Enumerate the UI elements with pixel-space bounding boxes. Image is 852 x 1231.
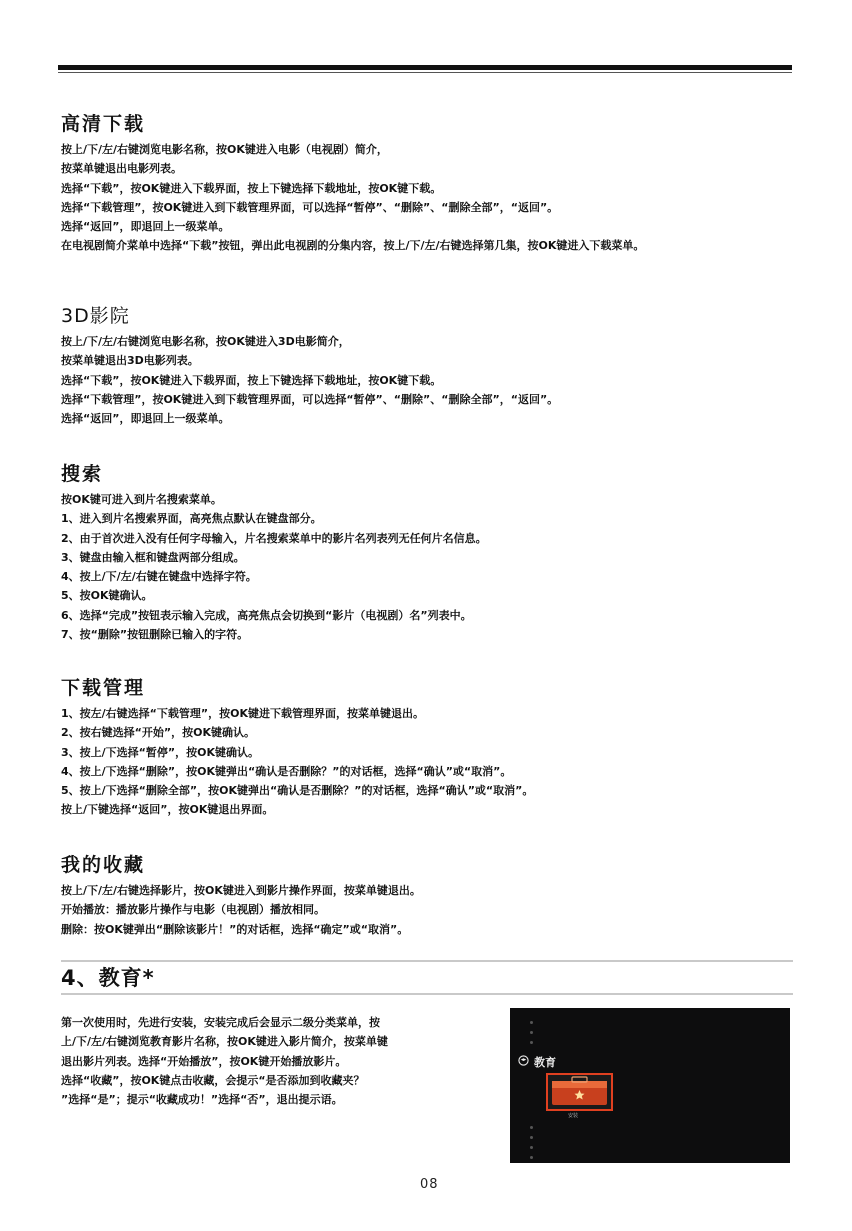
text-line: 上/下/左/右键浏览教育影片名称，按OK键进入影片简介，按菜单键 bbox=[61, 1035, 388, 1049]
text-line: 按上/下键选择“返回”，按OK键退出界面。 bbox=[61, 803, 274, 817]
text-line: 按上/下/左/右键浏览电影名称，按OK键进入3D电影简介， bbox=[61, 335, 350, 348]
text-line: 选择“下载管理”，按OK键进入到下载管理界面，可以选择“暂停”、“删除”、“删除全部”，“返回”。 bbox=[61, 200, 559, 214]
text-line: 选择“收藏”，按OK键点击收藏，会提示“是否添加到收藏夹？ bbox=[61, 1073, 365, 1087]
education-text bbox=[61, 1013, 481, 1109]
education-rule-bottom bbox=[61, 993, 793, 995]
section-3d-cinema bbox=[61, 304, 796, 428]
text-line: 选择“返回”，即退回上一级菜单。 bbox=[61, 412, 230, 426]
section-title: 搜索 bbox=[61, 463, 104, 485]
text-line: 1、按左/右键选择“下载管理”，按OK键进下载管理界面，按菜单键退出。 bbox=[61, 707, 425, 720]
section-title: 下载管理 bbox=[61, 677, 146, 699]
section-title: 3D影院 bbox=[61, 305, 130, 327]
text-line: 7、按“删除”按钮删除已输入的字符。 bbox=[61, 628, 249, 642]
text-line: 退出影片列表。选择“开始播放”，按OK键开始播放影片。 bbox=[61, 1054, 347, 1068]
menu-dot bbox=[530, 1156, 533, 1159]
text-line: 开始播放：播放影片操作与电影（电视剧）播放相同。 bbox=[61, 903, 325, 917]
text-line: ”选择“是”；提示“收藏成功！”选择“否”，退出提示语。 bbox=[61, 1093, 343, 1107]
section-title: 高清下载 bbox=[61, 113, 146, 135]
text-line: 按菜单键退出电影列表。 bbox=[61, 162, 182, 176]
menu-dot bbox=[530, 1031, 533, 1034]
page-number: 08 bbox=[420, 1177, 439, 1192]
text-line: 第一次使用时，先进行安装，安装完成后会显示二级分类菜单，按 bbox=[61, 1016, 380, 1029]
text-line: 按上/下/左/右键选择影片，按OK键进入到影片操作界面，按菜单键退出。 bbox=[61, 884, 421, 897]
text-line: 删除：按OK键弹出“删除该影片！”的对话框，选择“确定”或“取消”。 bbox=[61, 922, 409, 936]
install-tile-label: 安装 bbox=[568, 1113, 579, 1119]
text-line: 选择“下载”，按OK键进入下载界面，按上下键选择下载地址，按OK键下载。 bbox=[61, 181, 442, 195]
section-my-favorites bbox=[61, 853, 796, 939]
menu-dot bbox=[530, 1041, 533, 1044]
top-rule bbox=[58, 65, 792, 70]
text-line: 5、按上/下选择“删除全部”，按OK键弹出“确认是否删除？”的对话框，选择“确认”或“取消”。 bbox=[61, 784, 534, 798]
section-search bbox=[61, 462, 796, 644]
install-tile bbox=[546, 1073, 613, 1111]
text-line: 2、由于首次进入没有任何字母输入，片名搜索菜单中的影片名列表列无任何片名信息。 bbox=[61, 531, 487, 545]
graduation-cap-icon bbox=[518, 1055, 529, 1066]
text-line: 在电视剧简介菜单中选择“下载”按钮，弹出此电视剧的分集内容，按上/下/左/右键选择第几集，按OK键进入下载菜单。 bbox=[61, 239, 645, 253]
section-download-manager bbox=[61, 676, 796, 820]
text-line: 3、键盘由输入框和键盘两部分组成。 bbox=[61, 550, 245, 564]
menu-dot bbox=[530, 1146, 533, 1149]
text-line: 3、按上/下选择“暂停”，按OK键确认。 bbox=[61, 745, 260, 759]
menu-dot bbox=[530, 1136, 533, 1139]
text-line: 4、按上/下选择“删除”，按OK键弹出“确认是否删除？”的对话框，选择“确认”或“取消”。 bbox=[61, 764, 512, 778]
text-line: 选择“下载管理”，按OK键进入到下载管理界面，可以选择“暂停”、“删除”、“删除全部”，“返回”。 bbox=[61, 392, 559, 406]
text-line: 6、选择“完成”按钮表示输入完成，高亮焦点会切换到“影片（电视剧）名”列表中。 bbox=[61, 608, 472, 622]
section-title: 我的收藏 bbox=[61, 854, 146, 876]
text-line: 按上/下/左/右键浏览电影名称，按OK键进入电影（电视剧）简介， bbox=[61, 143, 388, 156]
education-rule-top bbox=[61, 960, 793, 962]
section-hd-download bbox=[61, 112, 796, 256]
education-screenshot bbox=[510, 1008, 790, 1163]
text-line: 选择“返回”，即退回上一级菜单。 bbox=[61, 220, 230, 234]
text-line: 2、按右键选择“开始”，按OK键确认。 bbox=[61, 726, 255, 740]
toolbox-icon bbox=[548, 1075, 611, 1109]
text-line: 按菜单键退出3D电影列表。 bbox=[61, 354, 199, 368]
text-line: 选择“下载”，按OK键进入下载界面，按上下键选择下载地址，按OK键下载。 bbox=[61, 373, 442, 387]
menu-label-education: 教育 bbox=[534, 1056, 556, 1069]
education-title: 4、教育* bbox=[61, 966, 155, 990]
menu-dot bbox=[530, 1021, 533, 1024]
text-line: 4、按上/下/左/右键在键盘中选择字符。 bbox=[61, 570, 257, 584]
top-rule-thin bbox=[58, 72, 792, 73]
text-line: 1、进入到片名搜索界面，高亮焦点默认在键盘部分。 bbox=[61, 512, 322, 526]
menu-dot bbox=[530, 1126, 533, 1129]
text-line: 按OK键可进入到片名搜索菜单。 bbox=[61, 493, 222, 506]
text-line: 5、按OK键确认。 bbox=[61, 589, 153, 603]
